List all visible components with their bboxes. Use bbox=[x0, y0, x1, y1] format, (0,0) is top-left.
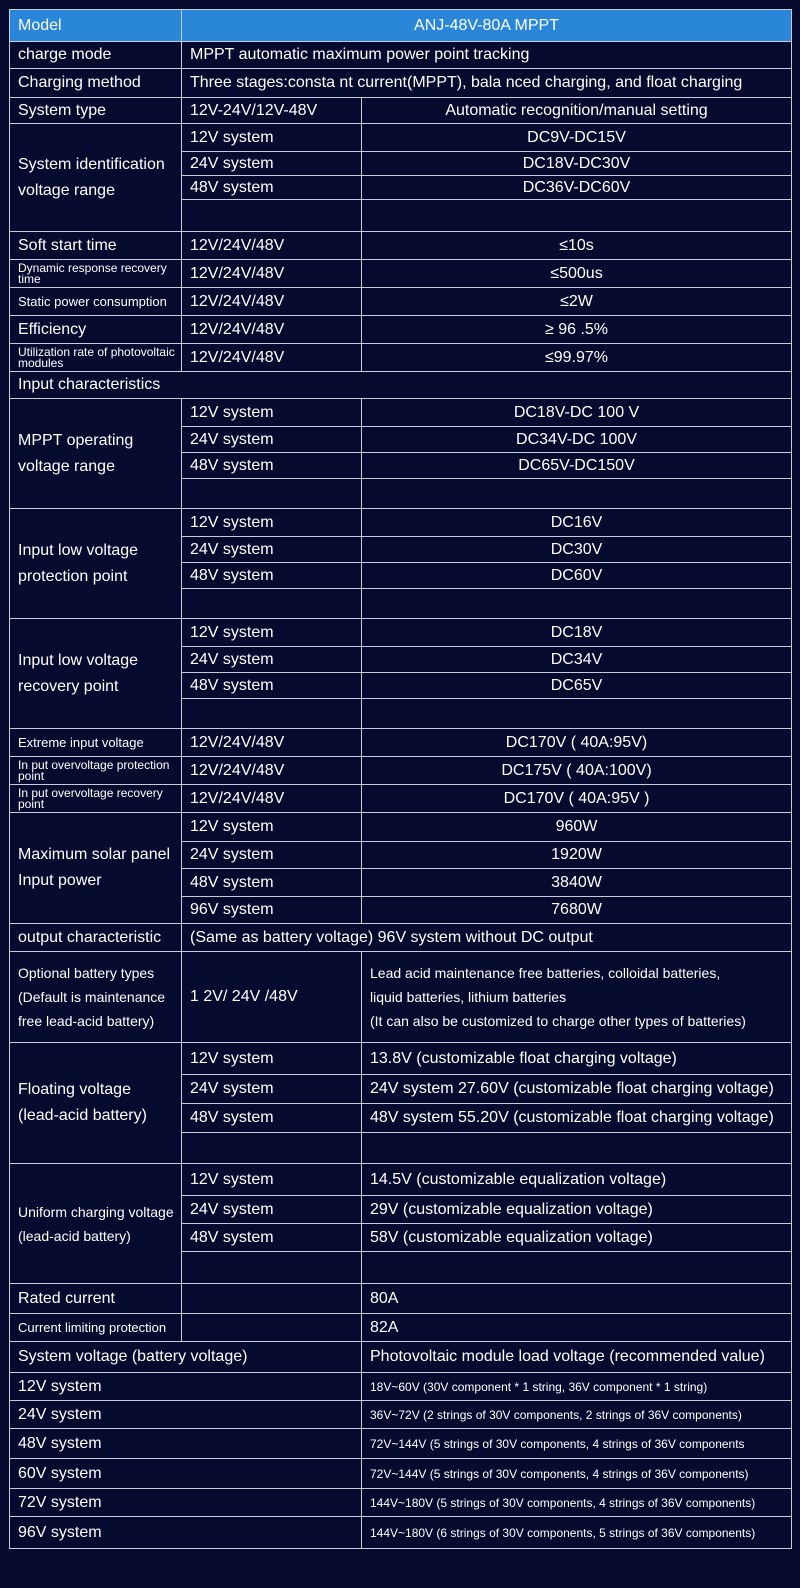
soft-start-row bbox=[10, 232, 792, 260]
current-limit-row bbox=[10, 1314, 792, 1342]
extreme-label: Extreme input voltage bbox=[10, 729, 182, 757]
pv-value: 144V~180V (6 strings of 30V components, 5 strings of 36V components) bbox=[362, 1517, 792, 1549]
ov-prot-row bbox=[10, 757, 792, 785]
uniform-label: Uniform charging voltage (lead-acid battery) bbox=[10, 1164, 182, 1284]
uniform-value: 58V (customizable equalization voltage) bbox=[362, 1224, 792, 1252]
dynamic-value: ≤500us bbox=[362, 260, 792, 288]
charge-mode-value: MPPT automatic maximum power point tracking bbox=[182, 42, 792, 69]
low-recov-row bbox=[10, 619, 792, 647]
floating-row bbox=[10, 1043, 792, 1075]
battery-types-row bbox=[10, 952, 792, 1043]
system-type-value: Automatic recognition/manual setting bbox=[362, 98, 792, 124]
low-prot-label: Input low voltage protection point bbox=[10, 509, 182, 619]
pv-value: 72V~144V (5 strings of 30V components, 4 strings of 36V components) bbox=[362, 1459, 792, 1489]
model-label: Model bbox=[10, 10, 182, 42]
battery-types-label: Optional battery types (Default is maintenance free lead-acid battery) bbox=[10, 952, 182, 1043]
low-prot-row bbox=[10, 509, 792, 537]
sys-ident-row bbox=[10, 124, 792, 152]
efficiency-row bbox=[10, 316, 792, 344]
extreme-voltage: 12V/24V/48V bbox=[182, 729, 362, 757]
low-prot-value: DC60V bbox=[362, 563, 792, 589]
pv-value: 18V~60V (30V component * 1 string, 36V component * 1 string) bbox=[362, 1373, 792, 1401]
utilization-voltage: 12V/24V/48V bbox=[182, 344, 362, 372]
static-power-voltage: 12V/24V/48V bbox=[182, 288, 362, 316]
sys-ident-value: DC9V-DC15V bbox=[362, 124, 792, 152]
static-power-label: Static power consumption bbox=[10, 288, 182, 316]
spec-table bbox=[9, 9, 792, 1549]
efficiency-value: ≥ 96 .5% bbox=[362, 316, 792, 344]
utilization-row bbox=[10, 344, 792, 372]
ov-recov-row bbox=[10, 785, 792, 813]
mppt-system: 12V system bbox=[182, 399, 362, 427]
pv-row bbox=[10, 1517, 792, 1549]
pv-row bbox=[10, 1489, 792, 1517]
ov-prot-voltage: 12V/24V/48V bbox=[182, 757, 362, 785]
solar-power-value: 960W bbox=[362, 813, 792, 842]
solar-power-row bbox=[10, 813, 792, 842]
low-prot-system: 12V system bbox=[182, 509, 362, 537]
solar-power-system: 12V system bbox=[182, 813, 362, 842]
static-power-row bbox=[10, 288, 792, 316]
battery-types-value: Lead acid maintenance free batteries, colloidal batteries, liquid batteries, lithium batteries (It can also be customized to charge other types of batteries) bbox=[362, 952, 792, 1043]
floating-system: 12V system bbox=[182, 1043, 362, 1075]
mppt-row bbox=[10, 399, 792, 427]
mppt-system: 24V system bbox=[182, 427, 362, 453]
uniform-value: 29V (customizable equalization voltage) bbox=[362, 1196, 792, 1224]
pv-value: 36V~72V (2 strings of 30V components, 2 strings of 36V components) bbox=[362, 1401, 792, 1429]
uniform-system: 48V system bbox=[182, 1224, 362, 1252]
input-char-row bbox=[10, 372, 792, 399]
ov-recov-value: DC170V ( 40A:95V ) bbox=[362, 785, 792, 813]
extreme-row bbox=[10, 729, 792, 757]
soft-start-value: ≤10s bbox=[362, 232, 792, 260]
pv-header-right: Photovoltaic module load voltage (recommended value) bbox=[362, 1342, 792, 1373]
floating-value: 13.8V (customizable float charging voltage) bbox=[362, 1043, 792, 1075]
pv-value: 144V~180V (5 strings of 30V components, 4 strings of 36V components) bbox=[362, 1489, 792, 1517]
solar-power-system: 24V system bbox=[182, 842, 362, 869]
pv-row bbox=[10, 1429, 792, 1459]
low-prot-system: 48V system bbox=[182, 563, 362, 589]
low-recov-value: DC18V bbox=[362, 619, 792, 647]
output-char-value: (Same as battery voltage) 96V system without DC output bbox=[182, 924, 792, 952]
pv-system: 96V system bbox=[10, 1517, 362, 1549]
solar-power-value: 3840W bbox=[362, 869, 792, 897]
sys-ident-label: System identification voltage range bbox=[10, 124, 182, 232]
floating-value: 48V system 55.20V (customizable float charging voltage) bbox=[362, 1104, 792, 1133]
pv-system: 48V system bbox=[10, 1429, 362, 1459]
charge-mode-row bbox=[10, 42, 792, 69]
charging-method-row bbox=[10, 69, 792, 98]
pv-header-left: System voltage (battery voltage) bbox=[10, 1342, 362, 1373]
system-type-row bbox=[10, 98, 792, 124]
model-row bbox=[10, 10, 792, 42]
floating-label: Floating voltage (lead-acid battery) bbox=[10, 1043, 182, 1164]
sys-ident-value: DC36V-DC60V bbox=[362, 176, 792, 200]
ov-prot-label: In put overvoltage protection point bbox=[10, 757, 182, 785]
low-prot-system: 24V system bbox=[182, 537, 362, 563]
battery-types-voltage: 1 2V/ 24V /48V bbox=[182, 952, 362, 1043]
uniform-value: 14.5V (customizable equalization voltage) bbox=[362, 1164, 792, 1196]
output-char-label: output characteristic bbox=[10, 924, 182, 952]
current-limit-label: Current limiting protection bbox=[10, 1314, 182, 1342]
pv-system: 60V system bbox=[10, 1459, 362, 1489]
mppt-value: DC65V-DC150V bbox=[362, 453, 792, 479]
rated-current-empty bbox=[182, 1284, 362, 1314]
pv-row bbox=[10, 1459, 792, 1489]
pv-header-row bbox=[10, 1342, 792, 1373]
extreme-value: DC170V ( 40A:95V) bbox=[362, 729, 792, 757]
pv-system: 72V system bbox=[10, 1489, 362, 1517]
sys-ident-system: 12V system bbox=[182, 124, 362, 152]
rated-current-value: 80A bbox=[362, 1284, 792, 1314]
solar-power-value: 1920W bbox=[362, 842, 792, 869]
utilization-value: ≤99.97% bbox=[362, 344, 792, 372]
charging-method-value: Three stages:consta nt current(MPPT), bala nced charging, and float charging bbox=[182, 69, 792, 98]
sys-ident-system: 48V system bbox=[182, 176, 362, 200]
ov-recov-voltage: 12V/24V/48V bbox=[182, 785, 362, 813]
utilization-label: Utilization rate of photovoltaic modules bbox=[10, 344, 182, 372]
rated-current-label: Rated current bbox=[10, 1284, 182, 1314]
static-power-value: ≤2W bbox=[362, 288, 792, 316]
low-recov-system: 12V system bbox=[182, 619, 362, 647]
low-recov-label: Input low voltage recovery point bbox=[10, 619, 182, 729]
system-type-voltage: 12V-24V/12V-48V bbox=[182, 98, 362, 124]
ov-prot-value: DC175V ( 40A:100V) bbox=[362, 757, 792, 785]
soft-start-label: Soft start time bbox=[10, 232, 182, 260]
uniform-row bbox=[10, 1164, 792, 1196]
low-prot-value: DC16V bbox=[362, 509, 792, 537]
pv-system: 24V system bbox=[10, 1401, 362, 1429]
output-char-row bbox=[10, 924, 792, 952]
pv-row bbox=[10, 1373, 792, 1401]
low-recov-system: 48V system bbox=[182, 673, 362, 699]
mppt-system: 48V system bbox=[182, 453, 362, 479]
pv-value: 72V~144V (5 strings of 30V components, 4 strings of 36V components bbox=[362, 1429, 792, 1459]
mppt-value: DC34V-DC 100V bbox=[362, 427, 792, 453]
solar-power-system: 96V system bbox=[182, 897, 362, 924]
charging-method-label: Charging method bbox=[10, 69, 182, 98]
floating-system: 48V system bbox=[182, 1104, 362, 1133]
low-recov-system: 24V system bbox=[182, 647, 362, 673]
dynamic-label: Dynamic response recovery time bbox=[10, 260, 182, 288]
solar-power-system: 48V system bbox=[182, 869, 362, 897]
system-type-label: System type bbox=[10, 98, 182, 124]
low-recov-value: DC34V bbox=[362, 647, 792, 673]
ov-recov-label: In put overvoltage recovery point bbox=[10, 785, 182, 813]
input-char-label: Input characteristics bbox=[10, 372, 792, 399]
mppt-value: DC18V-DC 100 V bbox=[362, 399, 792, 427]
floating-value: 24V system 27.60V (customizable float charging voltage) bbox=[362, 1075, 792, 1104]
sys-ident-system: 24V system bbox=[182, 152, 362, 176]
pv-system: 12V system bbox=[10, 1373, 362, 1401]
sys-ident-value: DC18V-DC30V bbox=[362, 152, 792, 176]
charge-mode-label: charge mode bbox=[10, 42, 182, 69]
uniform-system: 24V system bbox=[182, 1196, 362, 1224]
solar-power-label: Maximum solar panel Input power bbox=[10, 813, 182, 924]
current-limit-empty bbox=[182, 1314, 362, 1342]
model-value: ANJ-48V-80A MPPT bbox=[182, 10, 792, 42]
solar-power-value: 7680W bbox=[362, 897, 792, 924]
low-prot-value: DC30V bbox=[362, 537, 792, 563]
pv-row bbox=[10, 1401, 792, 1429]
floating-system: 24V system bbox=[182, 1075, 362, 1104]
current-limit-value: 82A bbox=[362, 1314, 792, 1342]
low-recov-value: DC65V bbox=[362, 673, 792, 699]
uniform-system: 12V system bbox=[182, 1164, 362, 1196]
soft-start-voltage: 12V/24V/48V bbox=[182, 232, 362, 260]
dynamic-row bbox=[10, 260, 792, 288]
efficiency-voltage: 12V/24V/48V bbox=[182, 316, 362, 344]
rated-current-row bbox=[10, 1284, 792, 1314]
efficiency-label: Efficiency bbox=[10, 316, 182, 344]
dynamic-voltage: 12V/24V/48V bbox=[182, 260, 362, 288]
mppt-label: MPPT operating voltage range bbox=[10, 399, 182, 509]
